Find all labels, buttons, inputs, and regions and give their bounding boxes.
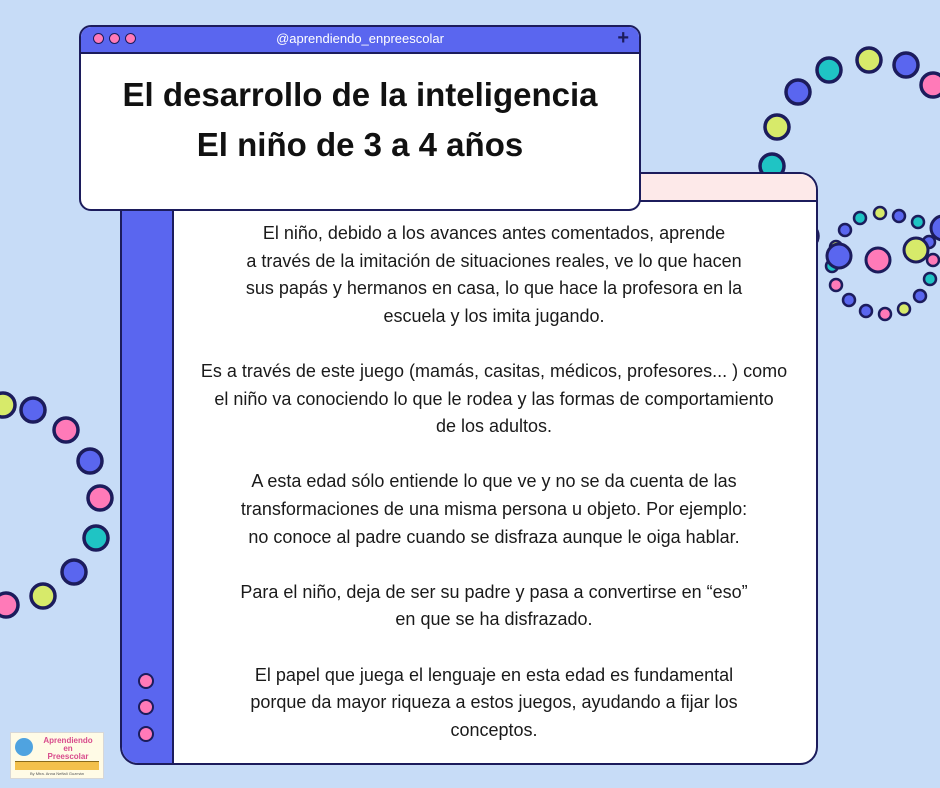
text-line: a través de la imitación de situaciones reales, ve lo que hacen <box>246 250 742 271</box>
text-line: A esta edad sólo entiende lo que ve y no se da cuenta de las <box>251 471 737 492</box>
text-line: sus papás y hermanos en casa, lo que hace la profesora en la <box>245 278 743 299</box>
logo-line: en <box>63 744 73 753</box>
title-bar <box>81 27 639 54</box>
text-line: Es a través de este juego (mamás, casitas, médicos, profesores... ) como <box>200 360 788 381</box>
text-line: Para el niño, deja de ser su padre y pasa a convertirse en “eso” <box>240 581 748 602</box>
paragraph-3 <box>176 468 812 551</box>
text-line: escuela y los imita jugando. <box>383 305 605 326</box>
brand-logo <box>10 732 104 779</box>
card-side-bar <box>122 174 174 763</box>
side-dot-icon <box>138 699 154 715</box>
logo-line: Aprendiendo <box>43 736 93 745</box>
text-line: no conoce al padre cuando se disfraza aunque le oiga hablar. <box>248 526 740 547</box>
paragraph-2 <box>176 358 812 441</box>
logo-text <box>35 737 101 761</box>
side-dot-icon <box>138 726 154 742</box>
logo-subtitle: By Mtra. Anna Neftalí Guzmán <box>29 771 85 776</box>
paragraph-1 <box>176 220 812 330</box>
page-subtitle: El niño de 3 a 4 años <box>196 126 524 163</box>
text-line: El papel que juega el lenguaje en esta edad es fundamental <box>254 664 734 685</box>
text-line: porque da mayor riqueza a estos juegos, ayudando a fijar los <box>250 692 738 713</box>
body-text <box>176 220 812 765</box>
title-window <box>79 25 641 211</box>
text-line: de los adultos. <box>435 416 553 437</box>
text-line: conceptos. <box>450 719 538 740</box>
logo-line: Preescolar <box>47 752 89 761</box>
text-line: en que se ha disfrazado. <box>395 609 593 630</box>
paragraph-4 <box>176 579 812 634</box>
social-handle: @aprendiendo_enpreescolar <box>276 31 444 46</box>
side-dot-icon <box>138 673 154 689</box>
text-line: transformaciones de una misma persona u objeto. Por ejemplo: <box>240 498 748 519</box>
paragraph-5 <box>176 662 812 745</box>
plus-icon: + <box>617 27 629 49</box>
globe-icon <box>15 738 33 756</box>
text-line: el niño va conociendo lo que le rodea y las formas de comportamiento <box>214 388 774 409</box>
page-title: El desarrollo de la inteligencia <box>122 76 598 113</box>
content-card <box>120 172 818 765</box>
text-line: El niño, debido a los avances antes comentados, aprende <box>262 223 726 243</box>
ruler-icon <box>15 761 99 770</box>
